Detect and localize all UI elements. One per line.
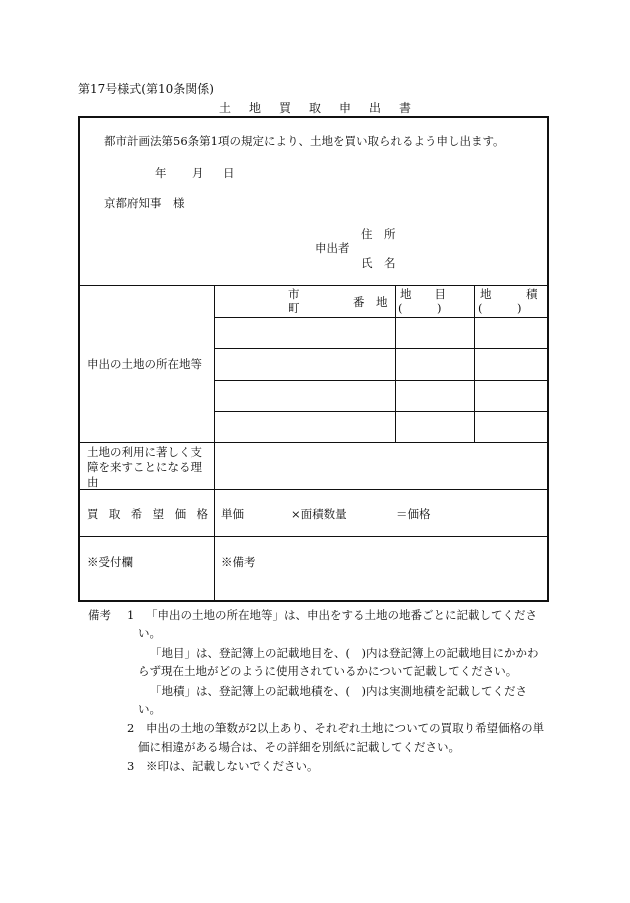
unit-price-label: 単価 xyxy=(221,507,244,521)
statement-text: 都市計画法第56条第1項の規定により、土地を買い取られるよう申し出ます。 xyxy=(104,134,505,148)
total-price-label: ＝価格 xyxy=(396,507,431,521)
note-number: 1 xyxy=(127,608,135,622)
title-char: 買 xyxy=(278,101,291,115)
date-day-label: 日 xyxy=(223,166,235,180)
title-char: 土 xyxy=(218,101,231,115)
reason-label-line2: 障を来すことになる理 xyxy=(87,460,202,474)
location-row-label: 申出の土地の所在地等 xyxy=(87,357,202,371)
note-text: らず現在土地がどのように使用されているかについて記載してください。 xyxy=(138,664,518,678)
notes-title: 備考 xyxy=(88,608,111,622)
title-char: 申 xyxy=(339,101,352,115)
divider xyxy=(214,411,547,412)
document-title xyxy=(80,99,550,116)
title-char: 取 xyxy=(308,101,321,115)
note-text: 申出の土地の筆数が2以上あり、それぞれ土地についての買取り希望価格の単 xyxy=(146,721,545,735)
note-text: 「地積」は、登記簿上の記載地積を、( )内は実測地積を記載してくださ xyxy=(150,684,527,698)
divider xyxy=(214,380,547,381)
note-text: い。 xyxy=(138,626,161,640)
note-text: い。 xyxy=(138,702,161,716)
col-lot-label: 番 地 xyxy=(353,295,388,309)
price-label-char: 格 xyxy=(196,507,208,521)
note-text: 価に相違がある場合は、その詳細を別紙に記載してください。 xyxy=(138,740,460,754)
reason-label-line3: 由 xyxy=(87,475,99,489)
reason-label-line1: 土地の利用に著しく支 xyxy=(87,445,202,459)
col-category-bottom: ( ) xyxy=(398,301,442,315)
date-year-label: 年 xyxy=(155,166,167,180)
price-label-char: 希 xyxy=(130,507,143,521)
col-category-top: 地 目 xyxy=(400,287,446,301)
divider xyxy=(214,285,215,600)
addressee: 京都府知事 様 xyxy=(104,196,185,210)
form-number: 第17号様式(第10条関係) xyxy=(78,82,214,96)
name-label: 氏 名 xyxy=(361,256,396,270)
title-char: 出 xyxy=(369,101,382,115)
price-label-char: 買 xyxy=(87,507,99,521)
note-number: 2 xyxy=(127,721,135,735)
col-area-top: 地 積 xyxy=(480,287,538,301)
remarks-label: ※備考 xyxy=(221,555,256,569)
address-label: 住 所 xyxy=(361,227,396,241)
date-month-label: 月 xyxy=(192,166,204,180)
divider xyxy=(474,285,475,442)
reception-label: ※受付欄 xyxy=(87,555,133,569)
divider xyxy=(214,348,547,349)
divider xyxy=(214,317,547,318)
divider xyxy=(395,285,396,442)
applicant-label: 申出者 xyxy=(315,241,350,255)
note-number: 3 xyxy=(127,759,135,773)
price-label-char: 取 xyxy=(108,507,121,521)
note-text: 「地目」は、登記簿上の記載地目を、( )内は登記簿上の記載地目にかかわ xyxy=(150,646,539,660)
application-form xyxy=(78,116,549,602)
note-text: ※印は、記載しないでください。 xyxy=(146,759,319,773)
divider xyxy=(80,536,547,537)
price-label-char: 望 xyxy=(152,507,165,521)
divider xyxy=(80,442,547,443)
col-area-bottom: ( ) xyxy=(478,301,522,315)
col-city-top: 市 xyxy=(288,287,300,301)
col-city-bottom: 町 xyxy=(288,301,300,315)
price-label xyxy=(87,506,208,522)
area-quantity-label: ×面積数量 xyxy=(291,507,347,521)
title-char: 書 xyxy=(399,101,412,115)
note-text: 「申出の土地の所在地等」は、申出をする土地の地番ごとに記載してくださ xyxy=(146,608,537,622)
price-label-char: 価 xyxy=(174,507,187,521)
divider xyxy=(80,489,547,490)
divider xyxy=(80,285,547,286)
title-char: 地 xyxy=(248,101,261,115)
